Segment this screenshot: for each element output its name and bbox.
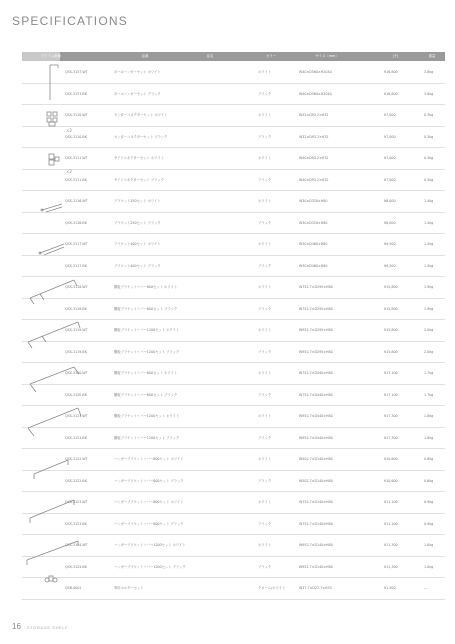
product-weight: 1.7kg: [424, 371, 434, 375]
product-size: W952.7×D295×H80: [299, 328, 333, 332]
center-connector-icon: [47, 112, 57, 126]
product-weight: 3.8kg: [424, 70, 434, 74]
product-color: ホワイト: [258, 500, 272, 504]
product-color: ブラック: [258, 521, 272, 526]
product-weight: 1.4kg: [424, 199, 434, 203]
product-color: ブラック: [258, 177, 272, 182]
hanger-bar-800-icon: [30, 500, 74, 523]
table-row: [22, 62, 445, 84]
product-name: 棚板ブラケット＋バー1200セット ブラック: [114, 435, 180, 440]
hanger-bar-1200-icon: [27, 541, 78, 565]
product-color: ブラック: [258, 564, 272, 569]
product-weight: 0.3kg: [424, 156, 434, 160]
product-name: 棚板ブラケット＋バー1200セット ブラック: [114, 349, 180, 354]
product-price: ¥11,100: [384, 500, 398, 504]
product-name: 棚板ブラケット＋バー800セット ブラック: [114, 392, 178, 397]
product-name: ハンガーブラケット＋バー1200セット ブラック: [114, 564, 186, 569]
table-row: [22, 277, 445, 299]
product-code: QSS-3117-WT: [65, 242, 88, 246]
product-price: ¥10,600: [384, 457, 398, 461]
holder-set-icon: [45, 576, 57, 582]
product-color: ホワイト: [258, 414, 272, 418]
product-name: ハンガーブラケット＋バー800セット ホワイト: [114, 500, 184, 504]
product-weight: 2.0kg: [424, 349, 434, 354]
product-color: ホワイト: [258, 371, 272, 375]
product-weight: 0.9kg: [424, 500, 434, 504]
product-price: ¥7,000: [384, 177, 396, 182]
product-color: ブラック: [258, 220, 272, 225]
product-price: ¥16,800: [384, 91, 398, 96]
product-name: サイドコネクターセット ホワイト: [114, 156, 164, 160]
product-color: ホワイト: [258, 285, 272, 289]
product-name: 棚板ブラケット＋バー800セット ホワイト: [114, 285, 178, 289]
footer-label: STORAGE SHELF: [26, 624, 69, 630]
product-name: センターコネクターセット ブラック: [114, 134, 168, 139]
product-weight: —: [424, 586, 428, 590]
table-row: [22, 148, 445, 170]
product-color: ブラック: [258, 349, 272, 354]
product-color: ブラック: [258, 392, 272, 397]
table-row: [22, 342, 445, 364]
qty-label-side: ×2: [66, 169, 72, 174]
table-row: [22, 320, 445, 342]
product-price: ¥16,800: [384, 70, 398, 74]
product-code: QSS-3121-BK: [65, 435, 87, 440]
header-name: 品名: [206, 54, 214, 58]
product-size: W40×D93.2×H32: [299, 156, 329, 160]
product-price: ¥7,000: [384, 134, 396, 139]
product-name: 棚板ブラケット＋バー1200セット ホワイト: [114, 414, 180, 418]
product-size: W952.7×D140×H80: [299, 564, 333, 569]
product-code: QSS-3137-WT: [65, 70, 88, 74]
product-price: ¥17,300: [384, 414, 398, 418]
product-name: ブラケット250セット ブラック: [114, 220, 161, 225]
product-size: W952.7×D440×H80: [299, 435, 333, 440]
product-weight: 1.9kg: [424, 285, 434, 289]
product-name: 棚板ブラケット＋バー800セット ホワイト: [114, 371, 178, 375]
product-size: W752.7×D295×H80: [299, 306, 333, 311]
table-row: [22, 105, 445, 127]
product-code: QSS-3122-BK: [65, 478, 87, 483]
shelf-bracket-bar-800-icon: [30, 280, 77, 304]
product-code: QSS-3120-BK: [65, 392, 87, 397]
product-size: W30×D320×H80: [299, 220, 328, 225]
product-size: W30×D460×H80: [299, 242, 328, 246]
header-color: カラー: [265, 54, 277, 58]
side-connector-icon: [49, 154, 59, 165]
product-size: W502.7×D140×H80: [299, 457, 333, 461]
product-color: ブラック: [258, 134, 272, 139]
product-color: ホワイト: [258, 543, 272, 547]
product-price: ¥11,300: [384, 543, 398, 547]
product-price: ¥11,100: [384, 521, 398, 526]
product-name: 棚板ブラケット＋バー1200セット ホワイト: [114, 328, 180, 332]
hanger-bar-500-icon: [34, 460, 68, 479]
product-code: QSS-3116-BK: [65, 220, 87, 225]
header-image: アイテム画像: [41, 54, 61, 58]
product-color: ホワイト: [258, 242, 272, 246]
product-weight: 0.3kg: [424, 177, 434, 182]
product-size: W17.7×D27.7×H33: [299, 586, 332, 590]
product-price: ¥15,800: [384, 306, 398, 311]
table-row: [22, 127, 445, 149]
product-color: ホワイト: [258, 113, 272, 117]
product-code: QSS-3118-BK: [65, 306, 87, 311]
product-color: ブラック: [258, 91, 272, 96]
product-color: ブラック: [258, 306, 272, 311]
product-size: W952.7×D440×H80: [299, 414, 333, 418]
product-name: 専用ホルダーセット: [114, 586, 144, 590]
product-size: W752.7×D140×H80: [299, 500, 333, 504]
table-row: [22, 578, 445, 600]
product-weight: 0.6kg: [424, 457, 434, 461]
product-name: ハンガーブラケット＋バー1200セット ホワイト: [114, 543, 186, 547]
product-code: QSS-3124-BK: [65, 564, 87, 569]
bracket-250-icon: [41, 204, 62, 212]
product-color: ホワイト: [258, 70, 272, 74]
product-code: QSS-3137-BK: [65, 91, 87, 96]
product-price: ¥7,000: [384, 113, 396, 117]
header-price: 上代: [391, 54, 399, 58]
qty-label-center: ×2: [66, 128, 72, 133]
product-code: QSS-3121-WT: [65, 414, 88, 418]
product-size: W32×D93.2×H32: [299, 113, 329, 117]
product-size: W502.7×D140×H80: [299, 478, 333, 483]
product-color: ホワイト: [258, 328, 272, 332]
product-price: ¥1,300: [384, 586, 396, 590]
product-price: ¥8,000: [384, 220, 396, 225]
product-name: ブラケット250セット ホワイト: [114, 199, 161, 203]
table-row: [22, 449, 445, 471]
product-size: W752.7×D295×H80: [299, 285, 333, 289]
table-row: [22, 492, 445, 514]
product-weight: 1.4kg: [424, 220, 434, 225]
product-code: QSS-3119-WT: [65, 328, 88, 332]
product-name: ブラケット400セット ホワイト: [114, 242, 161, 246]
product-code: QSS-3122-WT: [65, 457, 88, 461]
page-footer: [12, 622, 68, 631]
product-size: W952.7×D295×H80: [299, 349, 333, 354]
page-number: 16: [12, 622, 21, 631]
page-title: SPECIFICATIONS: [12, 14, 128, 28]
product-size: W30×D320×H80: [299, 199, 328, 203]
table-row: [22, 471, 445, 493]
header-weight: 重量: [428, 54, 436, 58]
product-price: ¥10,600: [384, 478, 398, 483]
product-weight: 1.9kg: [424, 306, 434, 311]
product-price: ¥15,800: [384, 328, 398, 332]
product-color: ブラック: [258, 435, 272, 440]
product-weight: 0.6kg: [424, 478, 434, 483]
product-weight: 0.3kg: [424, 113, 434, 117]
product-color: ブラック: [258, 263, 272, 268]
product-weight: 0.9kg: [424, 521, 434, 526]
product-color: ブラック: [258, 478, 272, 483]
product-size: W30×D460×H80: [299, 263, 328, 268]
shelf-bracket-deep-1200-icon: [28, 408, 81, 436]
table-row: [22, 213, 445, 235]
product-price: ¥15,800: [384, 285, 398, 289]
shelf-bracket-deep-800-icon: [30, 367, 79, 392]
product-size: W32×D93.2×H32: [299, 134, 329, 139]
pole-hanger-icon: [50, 65, 58, 100]
product-size: W40×D560×H2040: [299, 70, 332, 74]
product-size: W752.7×D440×H80: [299, 392, 333, 397]
product-code: QSS-3117-BK: [65, 263, 87, 268]
table-row: [22, 363, 445, 385]
table-row: [22, 256, 445, 278]
product-color: ホワイト: [258, 457, 272, 461]
product-weight: 1.7kg: [424, 392, 434, 397]
product-name: ハンガーブラケット＋バー800セット ブラック: [114, 521, 184, 526]
product-size: W40×D93.2×H32: [299, 177, 329, 182]
product-price: ¥9,500: [384, 263, 396, 268]
product-color: ホワイト: [258, 199, 272, 203]
shelf-bracket-bar-1200-icon: [28, 322, 80, 348]
product-price: ¥11,300: [384, 564, 398, 569]
table-row: [22, 385, 445, 407]
product-illustrations: [22, 62, 82, 587]
product-price: ¥17,100: [384, 392, 398, 397]
product-code: QSS-3124-WT: [65, 543, 88, 547]
product-weight: 1.0kg: [424, 543, 434, 547]
product-weight: 1.5kg: [424, 263, 434, 268]
table-row: [22, 557, 445, 579]
table-row: [22, 191, 445, 213]
product-price: ¥9,500: [384, 242, 396, 246]
spec-table: [22, 62, 445, 600]
table-row: [22, 406, 445, 428]
product-code: QSS-3116-WT: [65, 199, 88, 203]
table-row: [22, 535, 445, 557]
product-name: ポールハンガーセット ブラック: [114, 91, 161, 96]
product-code: QSS-3120-WT: [65, 371, 88, 375]
product-code: QSS-3123-BK: [65, 521, 87, 526]
product-size: W752.7×D440×H80: [299, 371, 333, 375]
product-code: QSS-3118-WT: [65, 285, 88, 289]
product-name: センターコネクターセット ホワイト: [114, 113, 168, 117]
table-row: [22, 234, 445, 256]
table-row: [22, 428, 445, 450]
product-code: QSS-3111-WT: [65, 156, 88, 160]
product-name: 棚板ブラケット＋バー800セット ブラック: [114, 306, 178, 311]
product-weight: 1.0kg: [424, 564, 434, 569]
product-size: W952.7×D140×H80: [299, 543, 333, 547]
product-code: QSS-3110-BK: [65, 134, 87, 139]
product-weight: 0.3kg: [424, 134, 434, 139]
product-color: クローム/ホワイト: [258, 586, 286, 590]
product-weight: 1.8kg: [424, 435, 434, 440]
product-code: QSB-0001: [65, 586, 82, 590]
product-size: W752.7×D140×H80: [299, 521, 333, 526]
product-code: QSS-3119-BK: [65, 349, 87, 354]
product-name: サイドコネクターセット ブラック: [114, 177, 164, 182]
product-code: QSS-3110-WT: [65, 113, 88, 117]
product-price: ¥17,100: [384, 371, 398, 375]
product-name: ブラケット400セット ブラック: [114, 263, 161, 268]
product-color: ホワイト: [258, 156, 272, 160]
table-row: [22, 170, 445, 192]
table-row: [22, 514, 445, 536]
product-price: ¥15,800: [384, 349, 398, 354]
product-weight: 3.8kg: [424, 91, 434, 96]
bracket-400-icon: [39, 244, 64, 255]
product-code: QSS-3111-BK: [65, 177, 87, 182]
product-price: ¥7,000: [384, 156, 396, 160]
product-price: ¥17,300: [384, 435, 398, 440]
product-name: ポールハンガーセット ホワイト: [114, 70, 161, 74]
product-weight: 2.0kg: [424, 328, 434, 332]
table-row: [22, 84, 445, 106]
product-price: ¥8,000: [384, 199, 396, 203]
header-size: サイズ（mm）: [315, 54, 339, 58]
product-weight: 1.8kg: [424, 414, 434, 418]
product-code: QSS-3123-WT: [65, 500, 88, 504]
table-row: [22, 299, 445, 321]
product-size: W40×D560×H2040: [299, 91, 332, 96]
header-code: 品番: [141, 54, 149, 58]
product-name: ハンガーブラケット＋バー800セット ホワイト: [114, 457, 184, 461]
product-weight: 1.5kg: [424, 242, 434, 246]
product-name: ハンガーブラケット＋バー800セット ブラック: [114, 478, 184, 483]
